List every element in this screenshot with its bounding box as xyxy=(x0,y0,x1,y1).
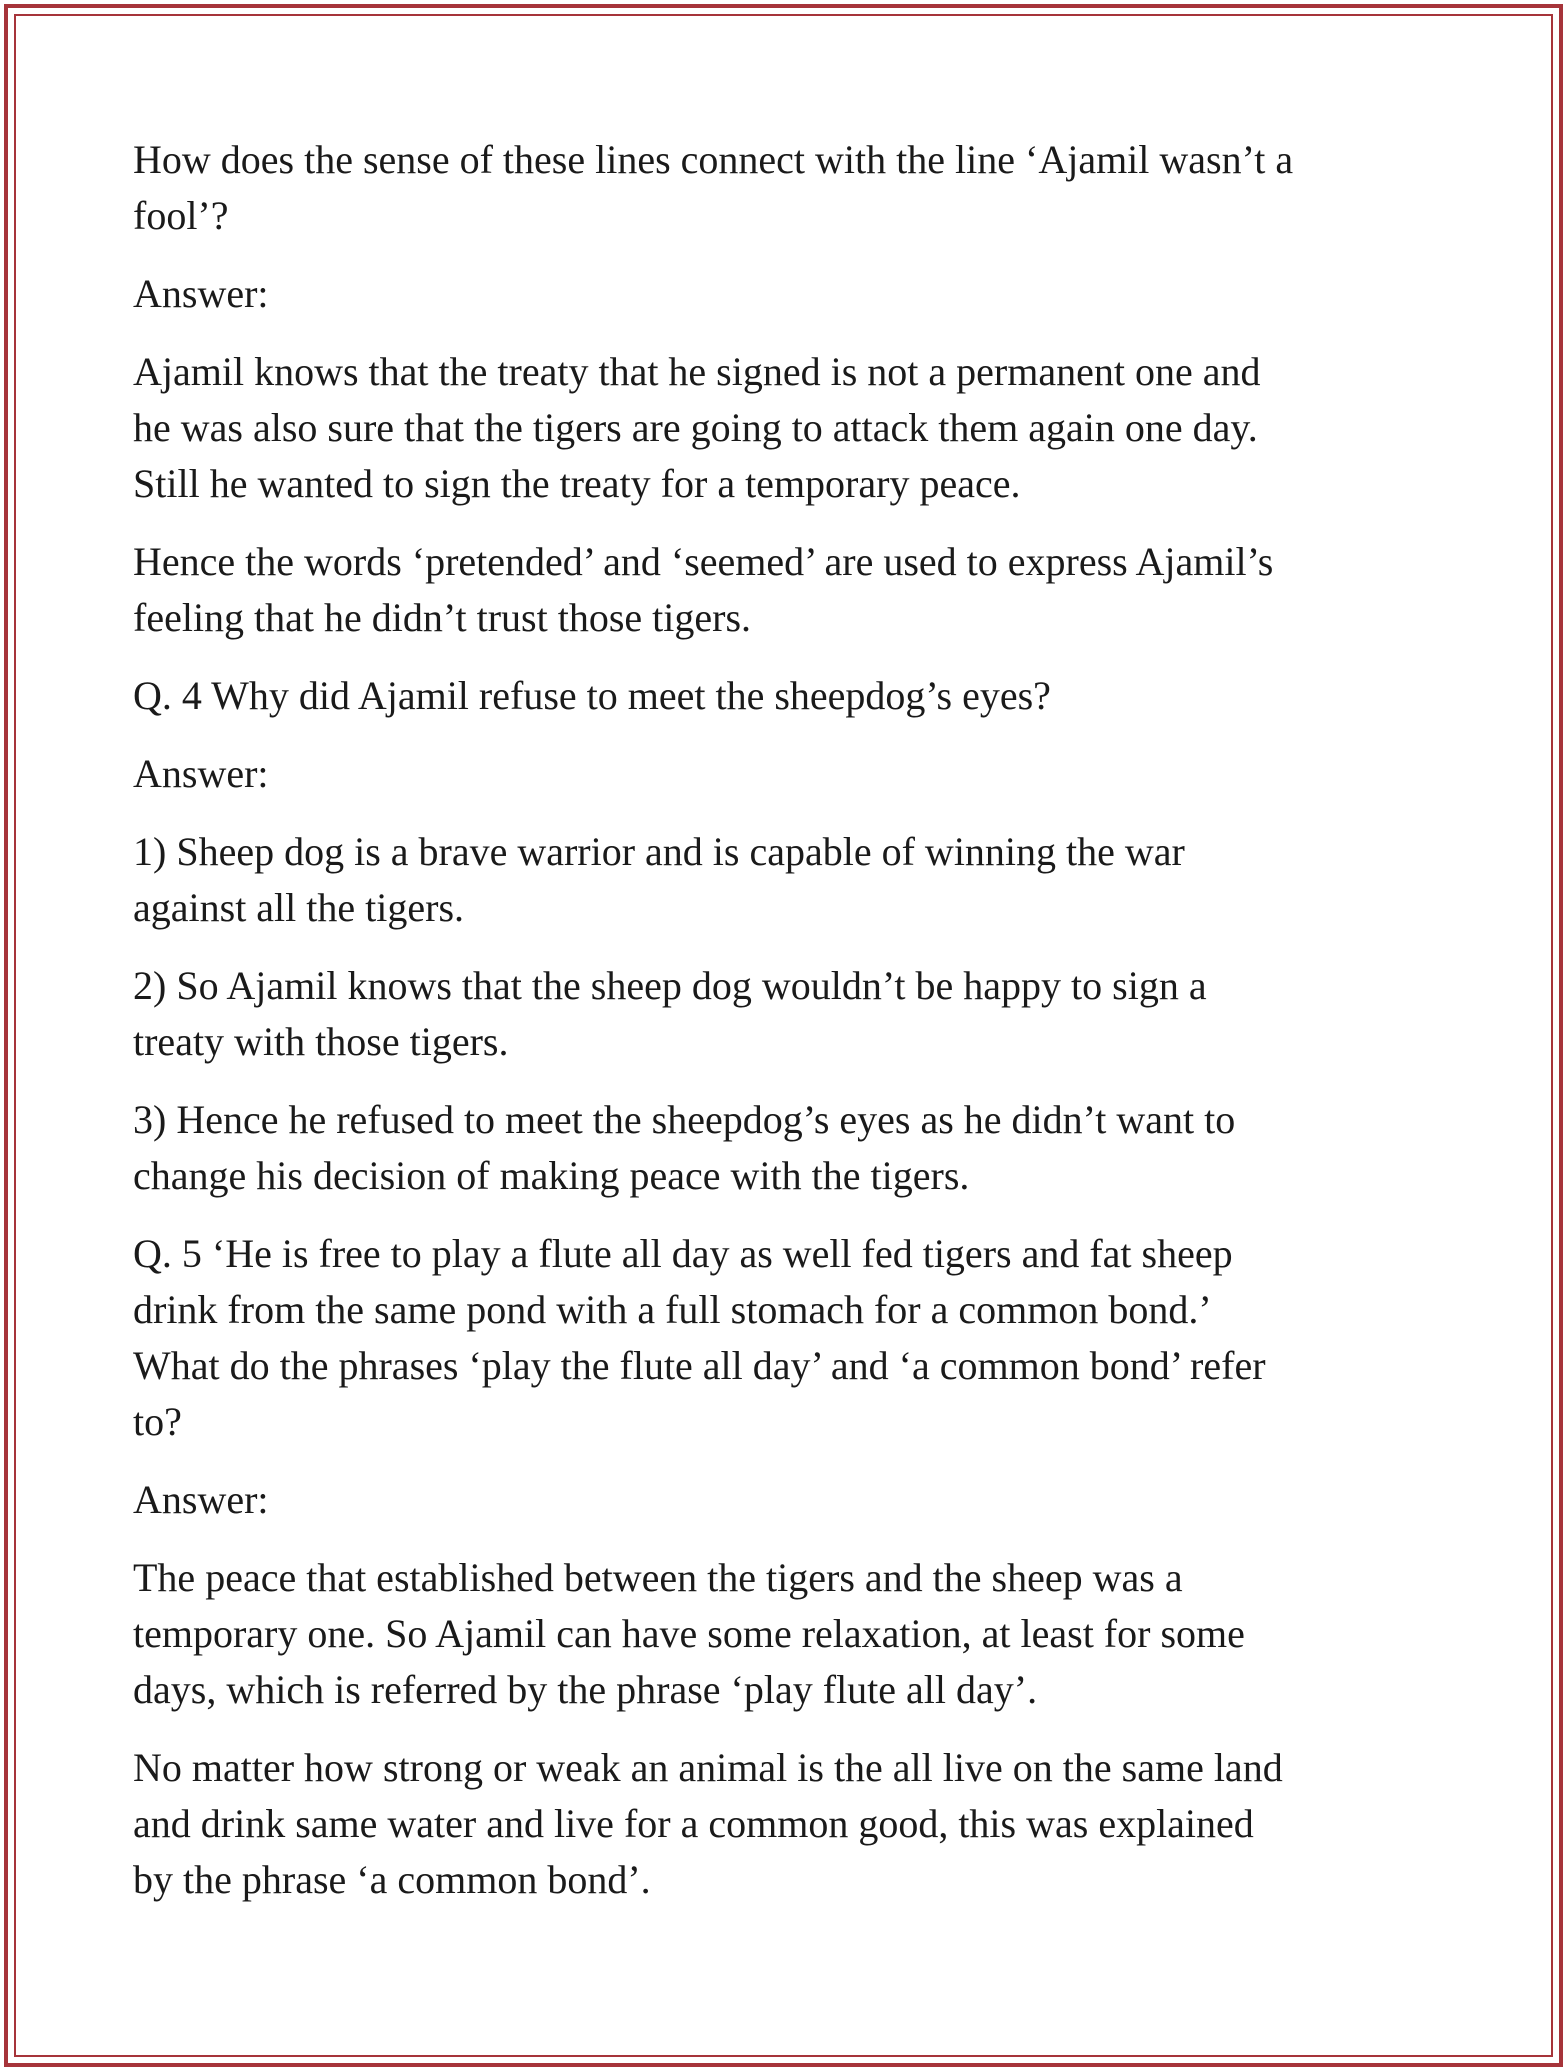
text-line: drink from the same pond with a full stomach for a common bond.’ xyxy=(133,1287,1212,1332)
text-line: How does the sense of these lines connect with the line ‘Ajamil wasn’t a xyxy=(133,137,1294,182)
text-line: fool’? xyxy=(133,193,229,238)
paragraph xyxy=(133,668,1443,724)
text-line: Q. 5 ‘He is free to play a flute all day as well fed tigers and fat sheep xyxy=(133,1231,1233,1276)
text-line: he was also sure that the tigers are going to attack them again one day. xyxy=(133,405,1258,450)
text-line: against all the tigers. xyxy=(133,885,465,930)
paragraph xyxy=(133,1472,1443,1528)
text-line: 1) Sheep dog is a brave warrior and is capable of winning the war xyxy=(133,829,1185,874)
text-line: No matter how strong or weak an animal is the all live on the same land xyxy=(133,1745,1283,1790)
paragraph xyxy=(133,746,1443,802)
paragraph xyxy=(133,958,1443,1070)
text-line: What do the phrases ‘play the flute all day’ and ‘a common bond’ refer xyxy=(133,1343,1266,1388)
text-line: The peace that established between the tigers and the sheep was a xyxy=(133,1555,1183,1600)
text-line: to? xyxy=(133,1399,182,1444)
paragraph xyxy=(133,1092,1443,1204)
text-line: 3) Hence he refused to meet the sheepdog’s eyes as he didn’t want to xyxy=(133,1097,1236,1142)
text-line: Answer: xyxy=(133,751,269,796)
paragraph xyxy=(133,266,1443,322)
paragraph xyxy=(133,534,1443,646)
paragraph xyxy=(133,132,1443,244)
paragraph xyxy=(133,344,1443,512)
text-line: days, which is referred by the phrase ‘play flute all day’. xyxy=(133,1667,1038,1712)
text-line: Hence the words ‘pretended’ and ‘seemed’ are used to express Ajamil’s xyxy=(133,539,1274,584)
text-line: Q. 4 Why did Ajamil refuse to meet the sheepdog’s eyes? xyxy=(133,673,1051,718)
text-line: change his decision of making peace with the tigers. xyxy=(133,1153,970,1198)
text-line: treaty with those tigers. xyxy=(133,1019,509,1064)
text-line: feeling that he didn’t trust those tigers. xyxy=(133,595,752,640)
text-line: Answer: xyxy=(133,271,269,316)
text-line: by the phrase ‘a common bond’. xyxy=(133,1857,651,1902)
text-line: Still he wanted to sign the treaty for a temporary peace. xyxy=(133,461,1021,506)
text-line: 2) So Ajamil knows that the sheep dog wouldn’t be happy to sign a xyxy=(133,963,1207,1008)
paragraph xyxy=(133,1550,1443,1718)
paragraph xyxy=(133,824,1443,936)
paragraph xyxy=(133,1740,1443,1908)
text-line: Ajamil knows that the treaty that he signed is not a permanent one and xyxy=(133,349,1261,394)
paragraph xyxy=(133,1226,1443,1450)
document-body xyxy=(133,132,1443,1930)
text-line: and drink same water and live for a common good, this was explained xyxy=(133,1801,1254,1846)
text-line: Answer: xyxy=(133,1477,269,1522)
text-line: temporary one. So Ajamil can have some relaxation, at least for some xyxy=(133,1611,1245,1656)
